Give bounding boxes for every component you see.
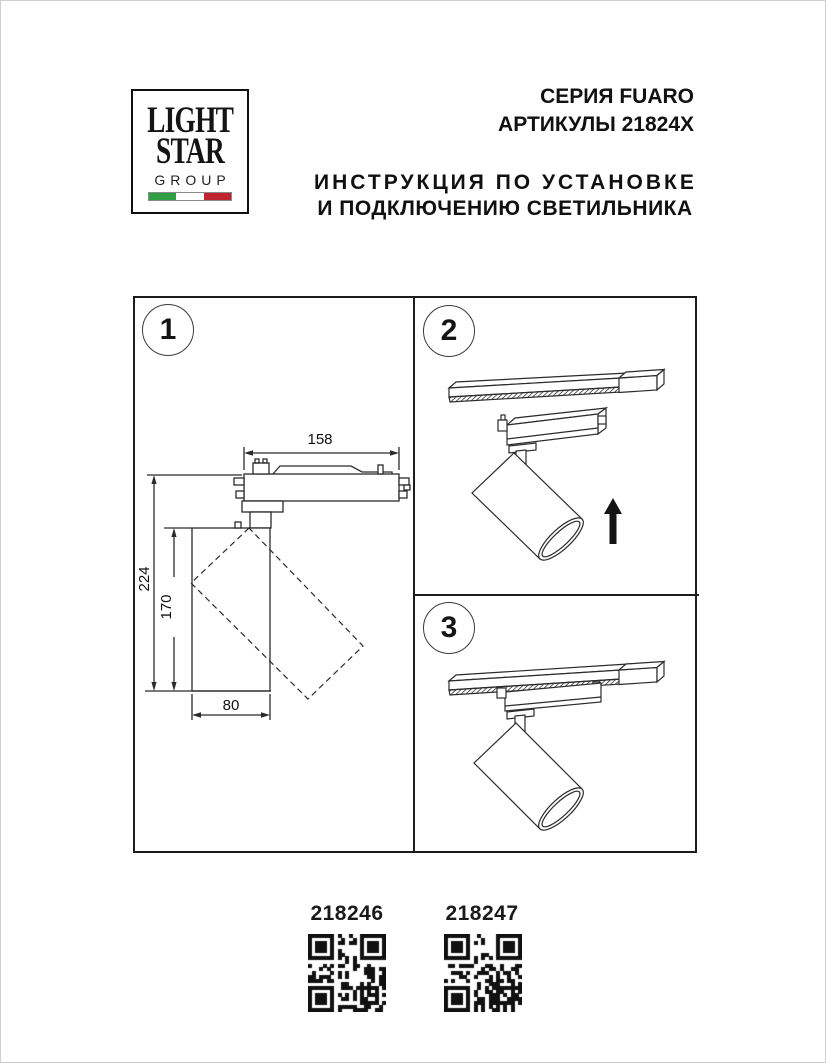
- dim-height-224: 224: [137, 549, 153, 609]
- dim-body-height-170: 170: [159, 577, 175, 637]
- instruction-title-line2: И ПОДКЛЮЧЕНИЮ СВЕТИЛЬНИКА: [317, 197, 693, 220]
- logo-word-light: LIGHT: [146, 100, 234, 141]
- article-number-218247: 218247: [445, 902, 519, 925]
- instruction-title-line1: ИНСТРУКЦИЯ ПО УСТАНОВКЕ: [314, 171, 697, 194]
- dim-body-width-80: 80: [207, 698, 255, 714]
- dim-width-158: 158: [296, 432, 344, 448]
- step-3-number: 3: [440, 611, 458, 644]
- article-number-218246: 218246: [310, 902, 384, 925]
- articles-line: АРТИКУЛЫ 21824X: [498, 113, 694, 136]
- logo-word-group: GROUP: [154, 172, 231, 188]
- technical-drawings: [1, 1, 826, 1063]
- panel2-installation-drawing: [449, 370, 664, 567]
- arrow-up-icon: [604, 498, 622, 544]
- series-title: СЕРИЯ FUARO: [540, 85, 694, 108]
- qr-code-218247: [444, 934, 522, 1012]
- panel3-installed-drawing: [449, 662, 664, 837]
- panel1-technical-drawing: [145, 447, 410, 720]
- logo-word-star: STAR: [155, 131, 225, 172]
- step-1-number: 1: [159, 313, 177, 346]
- qr-code-218246: [308, 934, 386, 1012]
- step-2-number: 2: [440, 314, 458, 347]
